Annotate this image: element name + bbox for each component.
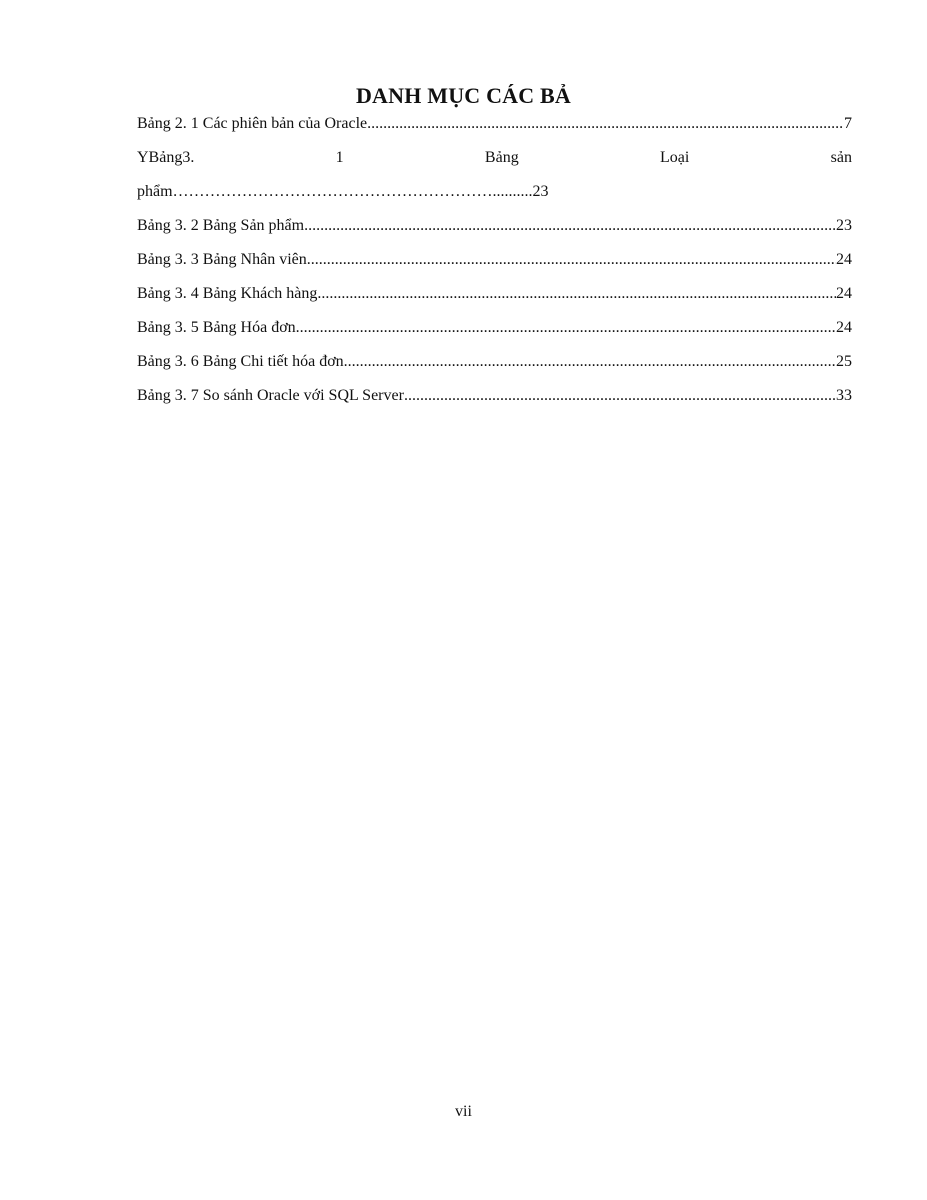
toc-entry-label: Bảng 3. 3 Bảng Nhân viên xyxy=(137,251,307,268)
toc-entry[interactable] xyxy=(137,209,852,243)
dot-leader xyxy=(317,277,836,311)
toc-entry-page: 25 xyxy=(836,353,852,370)
toc-entry-page: 24 xyxy=(836,285,852,302)
dot-leader xyxy=(307,243,836,277)
toc-entry-continuation: phẩm……………………………………………………..........23 xyxy=(137,183,549,200)
toc-entry[interactable] xyxy=(137,345,852,379)
table-of-tables xyxy=(137,107,852,413)
dot-leader xyxy=(404,379,836,413)
toc-entry-label: Bảng 3. 6 Bảng Chi tiết hóa đơn xyxy=(137,353,344,370)
toc-entry-page: 7 xyxy=(844,115,852,132)
toc-entry[interactable] xyxy=(137,311,852,345)
toc-word: Loại xyxy=(660,149,690,166)
dot-leader xyxy=(344,345,836,379)
page-number: vii xyxy=(455,1103,472,1120)
toc-entry-page: 24 xyxy=(836,319,852,336)
toc-entry-page: 33 xyxy=(836,387,852,404)
toc-entry-label: Bảng 3. 5 Bảng Hóa đơn xyxy=(137,319,296,336)
page-title: DANH MỤC CÁC BẢ xyxy=(355,82,572,108)
toc-entry-label: Bảng 3. 4 Bảng Khách hàng xyxy=(137,285,318,302)
dot-leader xyxy=(304,209,836,243)
toc-word: 1 xyxy=(335,149,344,166)
dot-leader xyxy=(367,107,844,141)
toc-word: sản xyxy=(830,149,852,166)
toc-entry-page: 23 xyxy=(836,217,852,234)
toc-entry[interactable] xyxy=(137,379,852,413)
toc-entry[interactable] xyxy=(137,107,852,141)
toc-entry-label: Bảng 2. 1 Các phiên bản của Oracle xyxy=(137,115,368,132)
toc-entry-broken[interactable] xyxy=(137,141,852,175)
dot-leader xyxy=(296,311,836,345)
toc-word: Bảng xyxy=(484,149,519,166)
toc-entry-page: 24 xyxy=(836,251,852,268)
toc-word: YBảng3. xyxy=(137,149,195,166)
toc-entry[interactable] xyxy=(137,243,852,277)
toc-entry-label: Bảng 3. 7 So sánh Oracle với SQL Server xyxy=(137,387,404,404)
toc-entry-label: Bảng 3. 2 Bảng Sản phẩm xyxy=(137,217,305,234)
toc-entry[interactable] xyxy=(137,277,852,311)
